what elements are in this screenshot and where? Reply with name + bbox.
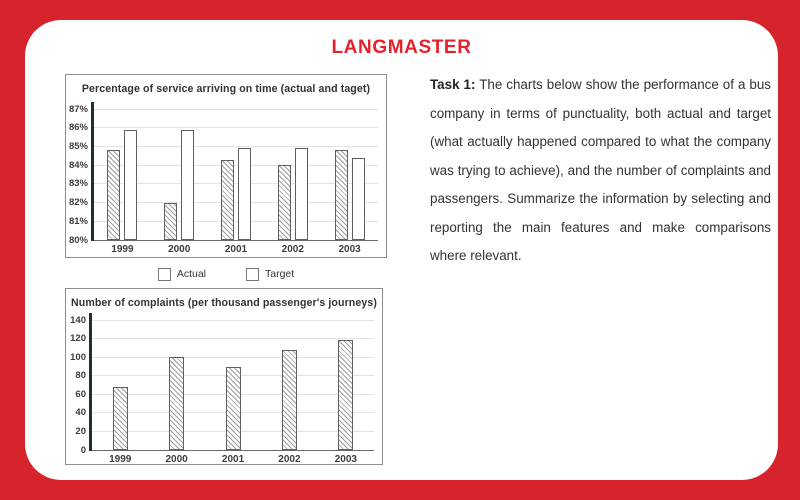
bar-complaints-1999 [113,387,128,450]
y-tick-label: 81% [68,215,88,227]
bar-complaints-2003 [338,340,353,451]
bar-group-1999 [92,320,148,465]
bar-actual-2002 [278,165,291,240]
task-label: Task 1: [430,77,476,92]
x-tick-label: 2003 [338,244,361,255]
bar-actual-2000 [164,203,177,240]
bar-group-2000 [151,109,208,255]
task-text: The charts below show the performance of a bus company in terms of punctuality, both actual and target (what actually happened compared to what the company was trying to achieve), and the number of complaints and passengers. Summarize the information by selecting and reporting the main features and make comparisons where relevant. [430,77,771,263]
y-tick-label: 84% [68,159,88,171]
bar-target-2002 [295,148,308,240]
bar-group-2000 [148,320,204,465]
y-tick-label: 80% [68,234,88,246]
y-tick-label: 82% [68,196,88,208]
y-tick-label: 87% [68,103,88,115]
complaints-chart [65,288,383,465]
chart-legend [65,265,387,283]
bar-target-1999 [124,130,137,240]
y-tick-label: 86% [68,121,88,133]
y-tick-label: 85% [68,140,88,152]
legend-label-actual: Actual [176,268,206,280]
bar-target-2003 [352,158,365,240]
y-tick-label: 0 [80,444,86,456]
punctuality-chart-title: Percentage of service arriving on time (actual and taget) [81,83,371,95]
bar-actual-2001 [221,160,234,240]
complaints-plot [70,314,374,465]
bar-group-2003 [318,320,374,465]
bar-complaints-2001 [226,367,241,450]
punctuality-plot [68,103,378,255]
bar-group-2003 [321,109,378,255]
target-swatch-icon [246,268,259,281]
bar-group-2002 [261,320,317,465]
x-tick-label: 2001 [224,244,248,255]
bar-target-2001 [238,148,251,240]
y-tick-label: 83% [68,178,88,190]
x-tick-label: 1999 [111,244,134,255]
bar-complaints-2002 [282,350,297,450]
y-tick-label: 140 [70,314,86,326]
x-tick-label: 2002 [278,454,301,465]
bar-group-1999 [94,109,151,255]
y-tick-label: 120 [70,332,86,344]
bar-target-2000 [181,130,194,240]
bar-group-2001 [208,109,265,255]
x-tick-label: 2003 [334,454,357,465]
y-tick-label: 80 [75,369,86,381]
complaints-chart-title: Number of complaints (per thousand passenger's journeys) [71,297,377,309]
x-tick-label: 2002 [281,244,304,255]
y-tick-label: 20 [75,425,86,437]
y-tick-label: 60 [75,388,86,400]
legend-item-actual [158,268,206,281]
x-tick-label: 2001 [221,454,245,465]
actual-swatch-icon [158,268,171,281]
content-card [25,20,778,480]
x-tick-label: 2000 [168,244,191,255]
bar-complaints-2000 [169,357,184,450]
bar-group-2002 [264,109,321,255]
bar-groups [94,109,378,255]
task-description [430,71,771,271]
x-tick-label: 1999 [109,454,132,465]
y-tick-label: 40 [75,407,86,419]
bar-groups [92,320,374,465]
punctuality-chart [65,74,387,258]
bar-group-2001 [205,320,261,465]
bar-actual-1999 [107,150,120,240]
y-tick-label: 100 [70,351,86,363]
legend-label-target: Target [265,268,295,280]
x-tick-label: 2000 [165,454,188,465]
legend-item-target [246,268,294,281]
bar-actual-2003 [335,150,348,240]
brand-logo: LANGMASTER [331,37,472,58]
